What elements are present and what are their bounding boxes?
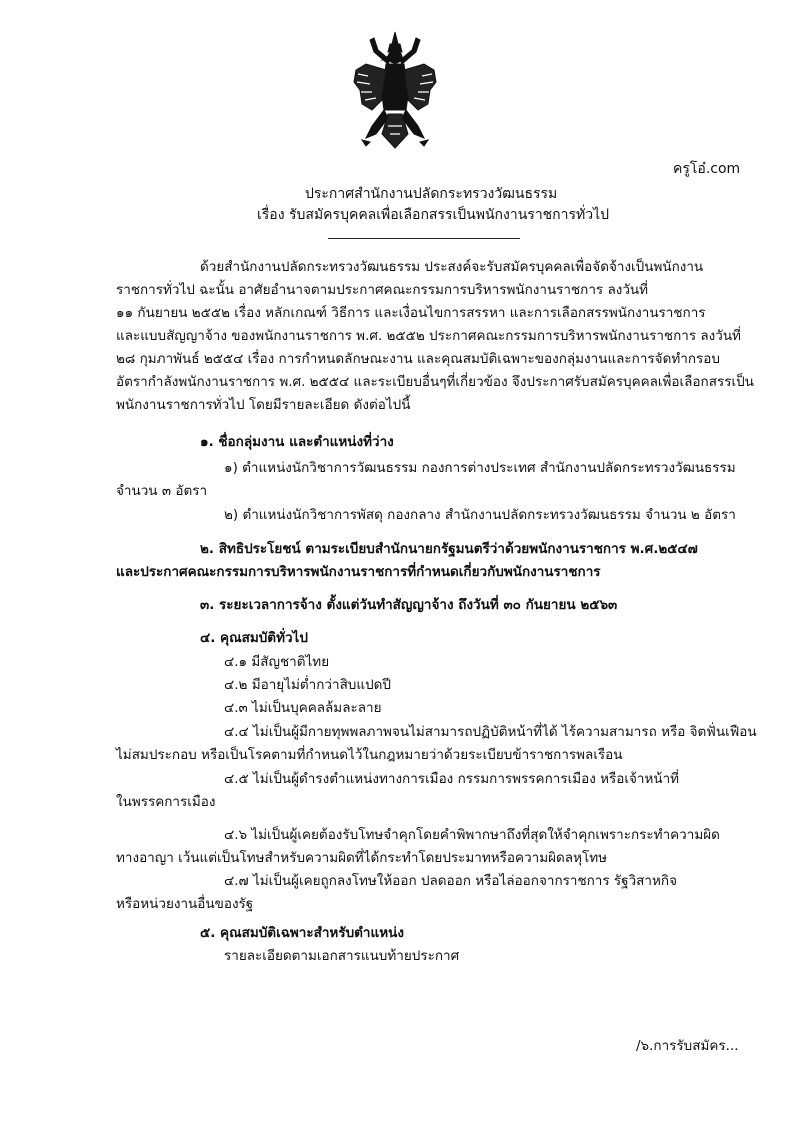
section1-item1-line1: ๑) ตำแหน่งนักวิชาการวัฒนธรรม กองการต่างประเทศ สำนักงานปลัดกระทรวงวัฒนธรรม — [224, 460, 736, 476]
continuation-note: /๖.การรับสมัคร... — [636, 1038, 739, 1054]
section5-detail: รายละเอียดตามเอกสารแนบท้ายประกาศ — [224, 948, 460, 964]
intro-line-4: และแบบสัญญาจ้าง ของพนักงานราชการ พ.ศ. ๒๕๕๒ ประกาศคณะกรรมการบริหารพนักงานราชการ ลงวันที่ — [116, 328, 741, 344]
section4-item-4-1: ๔.๑ มีสัญชาติไทย — [224, 654, 330, 670]
section4-item-4-6-line1: ๔.๖ ไม่เป็นผู้เคยต้องรับโทษจำคุกโดยคำพิพากษาถึงที่สุดให้จำคุกเพราะกระทำความผิด — [224, 827, 720, 843]
garuda-emblem — [352, 30, 438, 152]
intro-line-7: พนักงานราชการทั่วไป โดยมีรายละเอียด ดังต่อไปนี้ — [116, 397, 411, 413]
header-line-1: ประกาศสำนักงานปลัดกระทรวงวัฒนธรรม — [305, 186, 558, 202]
section5-heading: ๕. คุณสมบัติเฉพาะสำหรับตำแหน่ง — [200, 925, 404, 941]
section1-item2: ๒) ตำแหน่งนักวิชาการพัสดุ กองกลาง สำนักงานปลัดกระทรวงวัฒนธรรม จำนวน ๒ อัตรา — [224, 507, 736, 523]
watermark: ครูโอ๋.com — [673, 161, 741, 177]
section4-item-4-7-line1: ๔.๗ ไม่เป็นผู้เคยถูกลงโทษให้ออก ปลดออก หรือไล่ออกจากราชการ รัฐวิสาหกิจ — [224, 873, 677, 889]
section4-item-4-3: ๔.๓ ไม่เป็นบุคคลล้มละลาย — [224, 700, 382, 716]
section2-line1: ๒. สิทธิประโยชน์ ตามระเบียบสำนักนายกรัฐมนตรีว่าด้วยพนักงานราชการ พ.ศ.๒๕๔๗ — [200, 541, 698, 557]
section3-line: ๓. ระยะเวลาการจ้าง ตั้งแต่วันทำสัญญาจ้าง ถึงวันที่ ๓๐ กันยายน ๒๕๖๓ — [200, 597, 618, 613]
section4-item-4-2: ๔.๒ มีอายุไม่ต่ำกว่าสิบแปดปี — [224, 677, 391, 693]
section1-item1-line2: จำนวน ๓ อัตรา — [116, 483, 208, 499]
header-line-2: เรื่อง รับสมัครบุคคลเพื่อเลือกสรรเป็นพนักงานราชการทั่วไป — [257, 207, 610, 223]
section4-item-4-6-line2: ทางอาญา เว้นแต่เป็นโทษสำหรับความผิดที่ได้กระทำโดยประมาทหรือความผิดลหุโทษ — [116, 850, 608, 866]
section2-line2: และประกาศคณะกรรมการบริหารพนักงานราชการที่กำหนดเกี่ยวกับพนักงานราชการ — [116, 564, 601, 580]
intro-line-3: ๑๑ กันยายน ๒๕๕๒ เรื่อง หลักเกณฑ์ วิธีการ และเงื่อนไขการสรรหา และการเลือกสรรพนักงานราชการ — [116, 305, 706, 321]
section1-heading: ๑. ชื่อกลุ่มงาน และตำแหน่งที่ว่าง — [200, 434, 394, 450]
section4-item-4-7-line2: หรือหน่วยงานอื่นของรัฐ — [116, 896, 254, 912]
header-divider — [328, 238, 520, 239]
section4-item-4-4-line2: ไม่สมประกอบ หรือเป็นโรคตามที่กำหนดไว้ในกฎหมายว่าด้วยระเบียบข้าราชการพลเรือน — [116, 747, 623, 763]
section4-heading: ๔. คุณสมบัติทั่วไป — [200, 630, 308, 646]
intro-line-1: ด้วยสำนักงานปลัดกระทรวงวัฒนธรรม ประสงค์จะรับสมัครบุคคลเพื่อจัดจ้างเป็นพนักงาน — [200, 259, 704, 275]
intro-line-6: อัตรากำลังพนักงานราชการ พ.ศ. ๒๕๕๔ และระเบียบอื่นๆที่เกี่ยวข้อง จึงประกาศรับสมัครบุคคลเพื่อเลือกสรรเป็น — [116, 374, 754, 390]
intro-line-2: ราชการทั่วไป ฉะนั้น อาศัยอำนาจตามประกาศคณะกรรมการบริหารพนักงานราชการ ลงวันที่ — [116, 282, 649, 298]
intro-line-5: ๒๘ กุมภาพันธ์ ๒๕๕๔ เรื่อง การกำหนดลักษณะงาน และคุณสมบัติเฉพาะของกลุ่มงานและการจัดทำกรอบ — [116, 351, 720, 367]
section4-item-4-5-line2: ในพรรคการเมือง — [116, 794, 216, 810]
section4-item-4-5-line1: ๔.๕ ไม่เป็นผู้ดำรงตำแหน่งทางการเมือง กรรมการพรรคการเมือง หรือเจ้าหน้าที่ — [224, 771, 680, 787]
section4-item-4-4-line1: ๔.๔ ไม่เป็นผู้มีกายทุพพลภาพจนไม่สามารถปฏิบัติหน้าที่ได้ ไร้ความสามารถ หรือ จิตฟั่นเฟือน — [224, 724, 757, 740]
